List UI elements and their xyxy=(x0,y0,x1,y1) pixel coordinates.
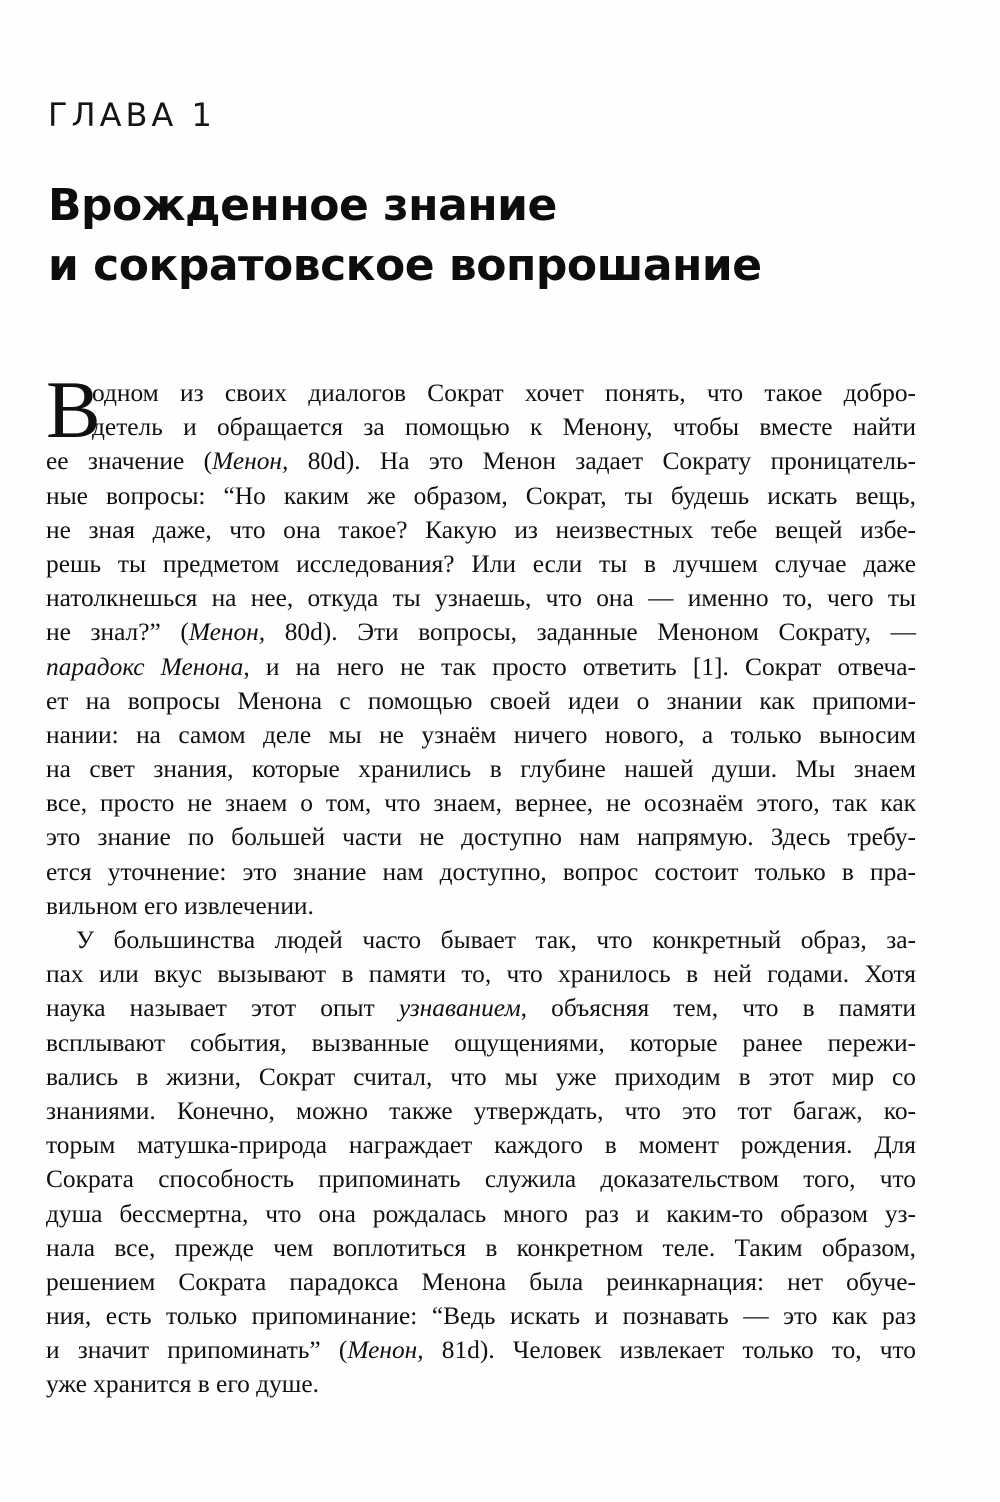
text-segment: это знание по большей части не доступно нам напрямую. Здесь требу- xyxy=(46,823,916,852)
text-segment: знаниями. Конечно, можно также утверждать, что это тот багаж, ко- xyxy=(46,1096,916,1125)
text-segment: всплывают события, вызванные ощущениями, которые ранее пережи- xyxy=(46,1028,916,1057)
chapter-title-line-2: и сократовское вопрошание xyxy=(48,240,762,291)
text-segment: и значит припоминать” ( xyxy=(46,1336,348,1365)
text-segment: не знал?” ( xyxy=(46,618,189,647)
text-line xyxy=(46,1094,916,1128)
text-line xyxy=(46,1060,916,1094)
text-segment: пах или вкус вызывают в памяти то, что хранилось в ней годами. Хотя xyxy=(46,960,916,989)
text-segment: нала все, прежде чем воплотиться в конкретном теле. Таким образом, xyxy=(46,1233,916,1262)
text-line xyxy=(46,513,916,547)
paragraph-2 xyxy=(46,923,916,1402)
text-line xyxy=(46,376,916,410)
text-line xyxy=(46,855,916,889)
text-segment: вались в жизни, Сократ считал, что мы уже приходим в этот мир со xyxy=(46,1062,916,1091)
text-segment: , и на него не так просто ответить [1]. Сократ отвеча- xyxy=(243,652,916,681)
text-line xyxy=(46,718,916,752)
text-line xyxy=(46,547,916,581)
text-line xyxy=(46,752,916,786)
text-line xyxy=(46,957,916,991)
italic-text: Менон, xyxy=(188,618,266,647)
drop-cap: В xyxy=(46,364,101,455)
text-line xyxy=(46,991,916,1025)
text-line xyxy=(46,410,916,444)
text-segment: , объясняя тем, что в памяти xyxy=(520,994,916,1023)
paragraph-1 xyxy=(46,364,916,923)
text-line xyxy=(46,786,916,820)
chapter-title xyxy=(48,176,948,296)
text-segment: нании: на самом деле мы не узнаём ничего нового, а только выносим xyxy=(46,720,916,749)
text-line xyxy=(46,1299,916,1333)
text-segment: не зная даже, что она такое? Какую из неизвестных тебе вещей избе- xyxy=(46,515,916,544)
text-segment: решением Сократа парадокса Менона была реинкарнация: нет обуче- xyxy=(46,1267,916,1296)
text-segment: натолкнешься на нее, откуда ты узнаешь, что она — именно то, чего ты xyxy=(46,584,916,613)
italic-text: Менон, xyxy=(347,1336,424,1365)
body-text xyxy=(46,364,916,1402)
italic-text: парадокс Менона xyxy=(46,652,244,681)
text-line xyxy=(46,1026,916,1060)
text-line xyxy=(46,1265,916,1299)
text-segment: душа бессмертна, что она рождалась много раз и каким-то образом уз- xyxy=(46,1199,916,1228)
text-line xyxy=(46,1162,916,1196)
text-segment: 81d). Человек извлекает только то, что xyxy=(423,1336,916,1365)
text-line xyxy=(46,479,916,513)
text-segment: торым матушка-природа награждает каждого в момент рождения. Для xyxy=(46,1131,916,1160)
chapter-label: ГЛАВА 1 xyxy=(48,96,216,134)
text-segment: детель и обращается за помощью к Менону, чтобы вместе найти xyxy=(92,413,916,442)
text-line xyxy=(46,1231,916,1265)
text-segment: ет на вопросы Менона с помощью своей идеи о знании как припоми- xyxy=(46,686,916,715)
text-segment: У большинства людей часто бывает так, что конкретный образ, за- xyxy=(76,926,916,954)
text-segment: на свет знания, которые хранились в глубине нашей души. Мы знаем xyxy=(46,755,916,784)
text-segment: наука называет этот опыт xyxy=(46,994,399,1023)
text-line xyxy=(46,889,916,923)
text-segment: одном из своих диалогов Сократ хочет понять, что такое добро- xyxy=(92,379,916,407)
text-segment: все, просто не знаем о том, что знаем, вернее, не осознаём этого, так как xyxy=(46,789,916,818)
text-segment: ния, есть только припоминание: “Ведь искать и познавать — это как раз xyxy=(46,1302,916,1331)
text-line xyxy=(46,650,916,684)
text-line xyxy=(46,1128,916,1162)
text-line xyxy=(46,1197,916,1231)
italic-text: узнаванием xyxy=(398,994,521,1023)
text-segment: Сократа способность припоминать служила доказательством того, что xyxy=(46,1165,916,1194)
text-line xyxy=(46,615,916,649)
text-line xyxy=(46,1333,916,1367)
text-segment: ее значение ( xyxy=(46,447,213,476)
text-line xyxy=(46,923,916,957)
text-segment: решь ты предметом исследования? Или если ты в лучшем случае даже xyxy=(46,549,916,578)
text-line xyxy=(46,444,916,478)
text-segment: вильном его извлечении. xyxy=(46,891,314,920)
text-line xyxy=(46,684,916,718)
text-line xyxy=(46,581,916,615)
text-line xyxy=(46,820,916,854)
text-segment: уже хранится в его душе. xyxy=(46,1370,319,1399)
text-segment: 80d). На это Менон задает Сократу проницатель- xyxy=(288,447,916,476)
text-segment: ется уточнение: это знание нам доступно, вопрос состоит только в пра- xyxy=(46,857,916,886)
text-segment: ные вопросы: “Но каким же образом, Сократ, ты будешь искать вещь, xyxy=(46,481,916,510)
chapter-title-line-1: Врожденное знание xyxy=(48,180,557,231)
text-segment: 80d). Эти вопросы, заданные Меноном Сократу, — xyxy=(265,618,916,647)
text-line xyxy=(46,1367,916,1401)
italic-text: Менон, xyxy=(212,447,289,476)
